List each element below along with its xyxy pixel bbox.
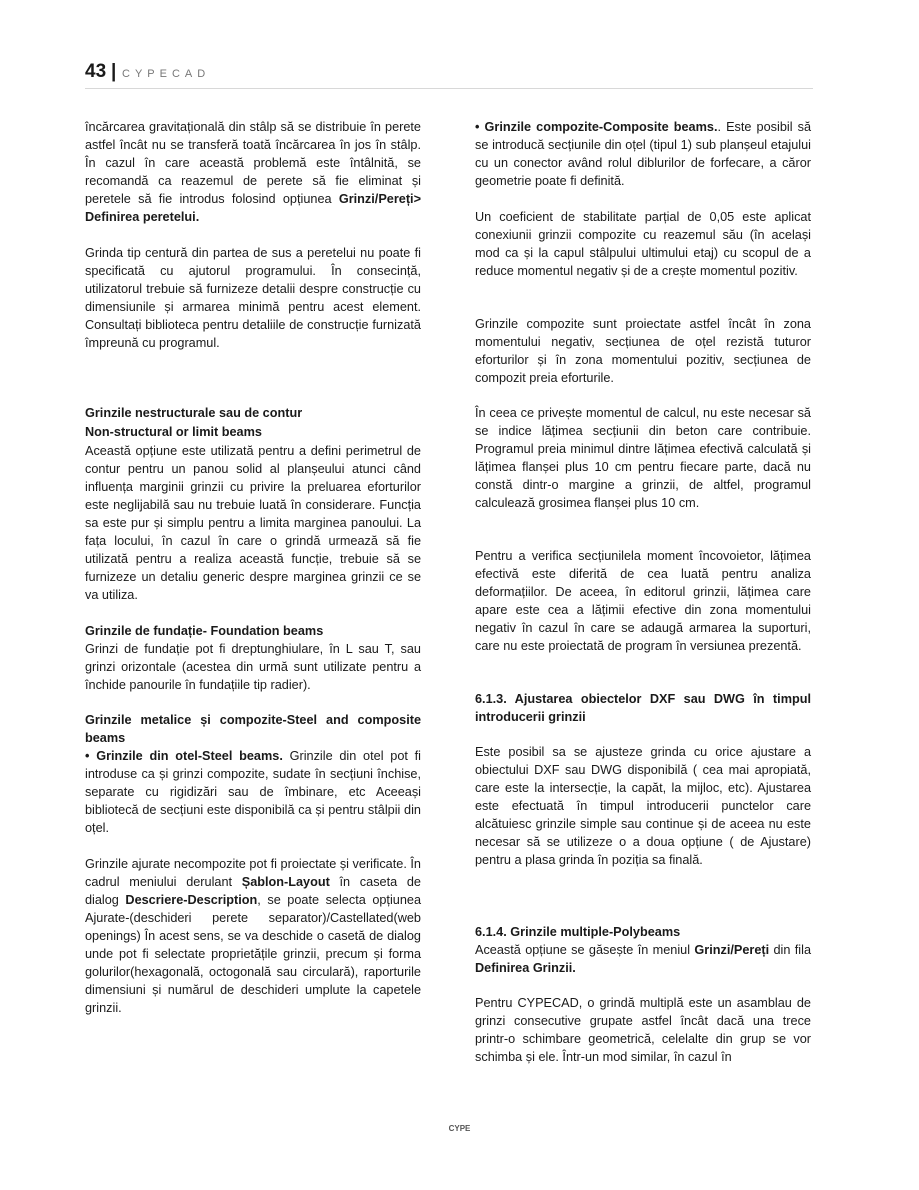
- paragraph: [475, 941, 811, 977]
- bold-text: Descriere-Description: [125, 893, 258, 907]
- bold-text: Grinzi/Pereți: [694, 943, 770, 957]
- paragraph: Grinda tip centură din partea de sus a peretelui nu poate fi specificată cu ajutorul programului. În consecință, utilizatorul trebuie să furnizeze detalii despre construcție cu dimensiunile și armarea minimă pentru acest element. Consultați biblioteca pentru detaliile de construcție furnizată împreună cu programul.: [85, 246, 421, 350]
- section-heading: 6.1.4. Grinzile multiple-Polybeams: [475, 925, 681, 939]
- text: din fila: [769, 943, 811, 957]
- paragraph: În ceea ce privește momentul de calcul, nu este necesar să se indice lățimea secțiunii din beton care contribuie. Programul preia minimul dintre lățimea efectivă calculată și lățimea flanșei plus 10 cm pentru fiecare parte, dacă nu constă dintr-o margine a grinzii, de altfel, programul calculează grosimea flanșei plus 10 cm.: [475, 406, 811, 510]
- page-footer: CYPE: [448, 1124, 471, 1133]
- paragraph: [85, 747, 421, 837]
- text: Grinzile ajurate necompozite pot fi proiectate și verificate. În cadrul meniului derulant: [85, 857, 421, 889]
- bold-text: Șablon-Layout: [241, 875, 330, 889]
- section-heading: 6.1.3. Ajustarea obiectelor DXF sau DWG în timpul introducerii grinzii: [475, 692, 811, 724]
- text: Această opțiune se găsește în meniul: [475, 943, 695, 957]
- paragraph: Această opțiune este utilizată pentru a defini perimetrul de contur pentru un panou solid al planșeului atunci când influența marginii grinzii cu privire la preluarea eforturilor este neglijabilă sau nu trebuie luată în considerare. Funcția sa este pur și simplu pentru a limita marginea panoului. La fața locului, în cazul în care o grindă urmează să fie utilizată pentru a realiza această funcție, trebuie să se furnizeze un detaliu generic despre marginea grinzii ce se va utiliza.: [85, 444, 421, 602]
- paragraph: Grinzi de fundație pot fi dreptunghiulare, în L sau T, sau grinzi orizontale (acestea din urmă sunt utilizate pentru a închide panourile în fundațiile tip radier).: [85, 642, 421, 692]
- paragraph: Un coeficient de stabilitate parțial de 0,05 este aplicat conexiunii grinzii compozite cu reazemul său (în același mod ca și la capul stâlpului ultimului etaj) cu scopul de a reduce momentul negativ și de a crește momentul pozitiv.: [475, 210, 811, 278]
- text: încărcarea gravitațională din stâlp să se distribuie în perete astfel încât nu se transferă toată încărcarea în jos în stâlp. În cazul în care această problemă este întâlnită, se recomandă ca reazemul de perete să fie eliminat și peretele să fie introdus folosind opțiunea: [85, 120, 421, 206]
- paragraph: [85, 855, 421, 1017]
- paragraph: Pentru a verifica secțiunilela moment încovoietor, lățimea efectivă este diferită de cea luată pentru analiza deformațiilor. De aceea, în editorul grinzii, lățimea care apare este cea a lățimii efective din zona momentului negativ în cazul în care se adaugă armarea la suporturi, care nu este proiectată de program în versiunea prezentă.: [475, 549, 811, 653]
- section-heading: Non-structural or limit beams: [85, 425, 262, 439]
- paragraph: Pentru CYPECAD, o grindă multiplă este un asamblau de grinzi consecutive grupate astfel încât dacă una trece printr-o schimbare geometrică, celelalte din grup se vor schimba și ele. Într-un mod similar, în cazul în: [475, 996, 811, 1064]
- text: . Este posibil să se introducă secțiunile din oțel (tipul 1) sub planșeul etajului cu un conector având rolul diblurilor de forfecare, a căror geometrie poate fi definită.: [475, 120, 811, 188]
- header-divider: [85, 88, 813, 89]
- paragraph: Este posibil sa se ajusteze grinda cu orice ajustare a obiectului DXF sau DWG disponibilă ( cea mai apropiată, care este la intersecție, la capăt, la mijloc, etc). Ajustarea este efectuată în timpul introducerii punctelor care alcătuiesc grinzile simple sau continue și de aceea nu este necesar să se utilizeze o a doua opțiune ( de Ajustare) pentru a plasa grinda în poziția sa finală.: [475, 745, 811, 867]
- paragraph: Grinzile compozite sunt proiectate astfel încât în zona momentului negativ, secțiunea de oțel rezistă tuturor eforturilor și în zona momentului pozitiv, secțiunea de compozit preia eforturile.: [475, 317, 811, 385]
- bold-text: Grinzi/Pereți> Definirea peretelui.: [85, 192, 421, 224]
- bold-text: • Grinzile din otel-Steel beams.: [85, 749, 283, 763]
- paragraph: [475, 118, 811, 190]
- running-title: CYPECAD: [122, 68, 211, 80]
- text: , se poate selecta opțiunea Ajurate-(deschideri perete separator)/Castellated(web openings) În acest sens, se va deschide o casetă de dialog unde pot fi selectate proprietățile grinzii, precum și forma golurilor(hexagonală, octogonală sau circulară), raporturile dimensiuni și numărul de deschideri umplute la capetele grinzii.: [85, 893, 421, 1015]
- section-heading: Grinzile metalice și compozite-Steel and composite beams: [85, 713, 421, 745]
- header-separator: |: [111, 61, 117, 82]
- bold-text: Definirea Grinzii.: [475, 961, 576, 975]
- text: Grinzile din otel pot fi introduse ca și grinzi compozite, sudate în secțiuni închise, separate cu rigidizări sau de îmbinare, etc Aceeași bibliotecă de secțiuni este disponibilă ca și pentru stâlpii din oțel.: [85, 749, 422, 835]
- text: în caseta de dialog: [85, 875, 421, 907]
- section-heading: Grinzile de fundație- Foundation beams: [85, 624, 324, 638]
- section-heading: Grinzile nestructurale sau de contur: [85, 406, 303, 420]
- page-number: 43: [85, 61, 107, 82]
- paragraph: [85, 118, 421, 226]
- bold-text: • Grinzile compozite-Composite beams.: [475, 120, 718, 134]
